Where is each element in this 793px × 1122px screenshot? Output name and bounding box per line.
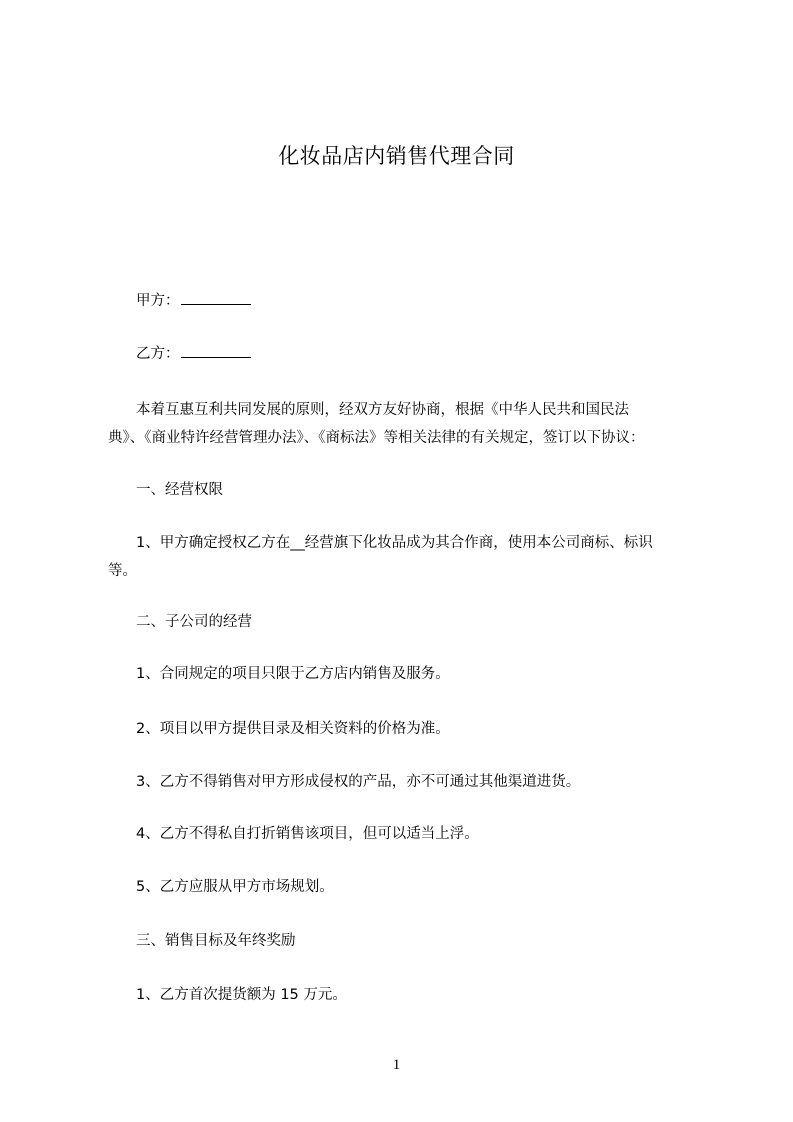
party-a-blank: [181, 290, 251, 305]
section-1-item-1-line-2: 等。: [108, 563, 137, 579]
section-2-item: 5、乙方应服从甲方市场规划。: [136, 879, 334, 895]
section-3-item-1: 1、乙方首次提货额为 15 万元。: [136, 987, 347, 1003]
section-1-item-1-line-1: 1、甲方确定授权乙方在__经营旗下化妆品成为其合作商，使用本公司商标、标识: [136, 535, 653, 551]
section-1-heading: 一、经营权限: [136, 482, 223, 498]
party-a-label: 甲方：: [136, 293, 180, 309]
section-2-item: 4、乙方不得私自打折销售该项目，但可以适当上浮。: [136, 826, 479, 842]
preamble-line-1: 本着互惠互利共同发展的原则，经双方友好协商，根据《中华人民共和国民法: [136, 402, 629, 418]
section-2-item: 1、合同规定的项目只限于乙方店内销售及服务。: [136, 666, 450, 682]
section-2-item: 2、项目以甲方提供目录及相关资料的价格为准。: [136, 721, 450, 737]
party-b-label: 乙方：: [136, 346, 180, 362]
section-3-heading: 三、销售目标及年终奖励: [136, 933, 296, 949]
party-b-line: [108, 340, 736, 368]
party-a-line: [108, 287, 736, 315]
preamble-line-2: 典》、《商业特许经营管理办法》、《商标法》等相关法律的有关规定，签订以下协议：: [108, 430, 645, 446]
document-title: 化妆品店内销售代理合同: [278, 144, 515, 168]
page-number: 1: [392, 1057, 401, 1073]
section-2-heading: 二、子公司的经营: [136, 614, 252, 630]
party-b-blank: [181, 343, 251, 358]
section-2-item: 3、乙方不得销售对甲方形成侵权的产品，亦不可通过其他渠道进货。: [136, 774, 581, 790]
